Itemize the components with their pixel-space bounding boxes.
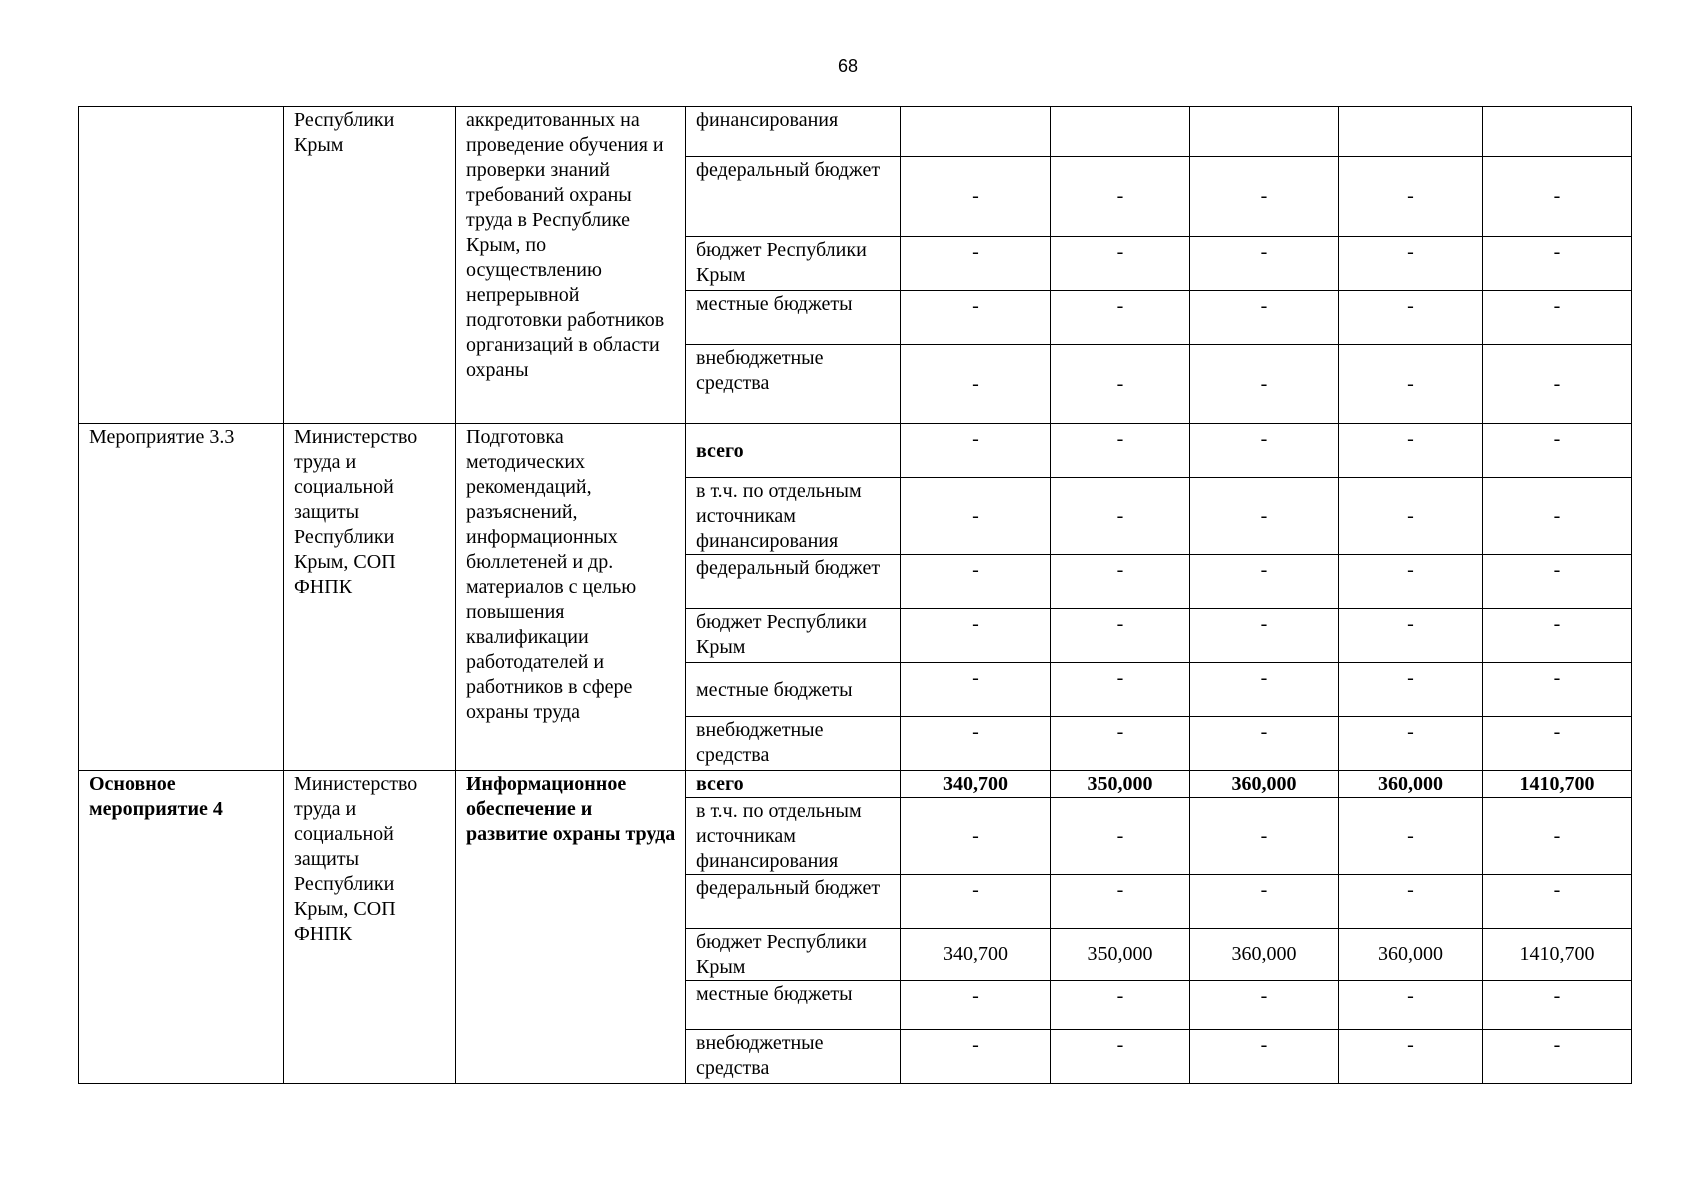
value-cell: - — [1339, 981, 1483, 1030]
table-row — [79, 424, 1632, 478]
funding-source-cell: бюджет Республики Крым — [686, 609, 901, 663]
value-cell: - — [1339, 875, 1483, 929]
funding-source-cell: местные бюджеты — [686, 981, 901, 1030]
value-cell — [1051, 107, 1190, 157]
value-cell: - — [1483, 663, 1632, 717]
funding-source-cell: бюджет Республики Крым — [686, 237, 901, 291]
executor-cell: Республики Крым — [284, 107, 456, 424]
value-cell: - — [1339, 291, 1483, 345]
value-cell — [1483, 107, 1632, 157]
funding-source-cell: всего — [686, 771, 901, 798]
event-name-cell: Основное мероприятие 4 — [79, 771, 284, 1084]
value-cell: - — [1339, 345, 1483, 424]
value-cell: - — [1190, 609, 1339, 663]
value-cell: - — [1190, 875, 1339, 929]
value-cell: - — [1051, 717, 1190, 771]
value-cell: - — [1483, 478, 1632, 555]
value-cell: - — [1483, 555, 1632, 609]
funding-source-cell: бюджет Республики Крым — [686, 929, 901, 981]
funding-source-cell: местные бюджеты — [686, 663, 901, 717]
value-cell: - — [901, 157, 1051, 237]
value-cell: - — [1190, 478, 1339, 555]
value-cell: - — [901, 717, 1051, 771]
funding-table — [78, 106, 1632, 1084]
value-cell: - — [1483, 237, 1632, 291]
value-cell: - — [1339, 237, 1483, 291]
value-cell: - — [1051, 157, 1190, 237]
description-cell: Информационное обеспечение и развитие охраны труда — [456, 771, 686, 1084]
value-cell: - — [901, 981, 1051, 1030]
value-cell: - — [1190, 424, 1339, 478]
value-cell: - — [1483, 717, 1632, 771]
funding-source-cell: федеральный бюджет — [686, 555, 901, 609]
value-cell: - — [901, 478, 1051, 555]
value-cell: 350,000 — [1051, 929, 1190, 981]
value-cell: - — [1190, 555, 1339, 609]
value-cell: - — [901, 291, 1051, 345]
value-cell: - — [1483, 157, 1632, 237]
value-cell: - — [901, 424, 1051, 478]
page-number: 68 — [837, 56, 859, 76]
funding-source-cell: всего — [686, 424, 901, 478]
funding-source-cell: в т.ч. по отдельным источникам финансирования — [686, 798, 901, 875]
value-cell: 360,000 — [1190, 929, 1339, 981]
funding-source-cell: внебюджетные средства — [686, 1030, 901, 1084]
value-cell: 360,000 — [1339, 929, 1483, 981]
value-cell: - — [1051, 798, 1190, 875]
value-cell: - — [1190, 798, 1339, 875]
table-row — [79, 771, 1632, 798]
value-cell: - — [1051, 237, 1190, 291]
value-cell: - — [1339, 157, 1483, 237]
value-cell: - — [1190, 981, 1339, 1030]
value-cell: - — [1483, 981, 1632, 1030]
value-cell: - — [1051, 478, 1190, 555]
funding-source-cell: федеральный бюджет — [686, 875, 901, 929]
executor-cell: Министерство труда и социальной защиты Республики Крым, СОП ФНПК — [284, 771, 456, 1084]
value-cell: - — [901, 663, 1051, 717]
description-cell: аккредитованных на проведение обучения и проверки знаний требований охраны труда в Республике Крым, по осуществлению непрерывной подготовки работников организаций в области охраны — [456, 107, 686, 424]
value-cell: 1410,700 — [1483, 771, 1632, 798]
value-cell: - — [1339, 717, 1483, 771]
description-cell: Подготовка методических рекомендаций, разъяснений, информационных бюллетеней и др. материалов с целью повышения квалификации работодателей и работников в сфере охраны труда — [456, 424, 686, 771]
value-cell: - — [1483, 424, 1632, 478]
value-cell: 340,700 — [901, 771, 1051, 798]
funding-source-cell: внебюджетные средства — [686, 345, 901, 424]
value-cell: - — [1051, 663, 1190, 717]
value-cell — [1190, 107, 1339, 157]
value-cell: - — [901, 345, 1051, 424]
value-cell: - — [1483, 291, 1632, 345]
value-cell: 360,000 — [1190, 771, 1339, 798]
value-cell: - — [1483, 798, 1632, 875]
value-cell: - — [1190, 157, 1339, 237]
value-cell: - — [1190, 663, 1339, 717]
value-cell: - — [1339, 555, 1483, 609]
funding-source-cell: финансирования — [686, 107, 901, 157]
value-cell: - — [901, 1030, 1051, 1084]
funding-source-cell: в т.ч. по отдельным источникам финансирования — [686, 478, 901, 555]
value-cell: 1410,700 — [1483, 929, 1632, 981]
value-cell: - — [1339, 424, 1483, 478]
funding-source-cell: федеральный бюджет — [686, 157, 901, 237]
value-cell: - — [901, 237, 1051, 291]
funding-source-cell: местные бюджеты — [686, 291, 901, 345]
value-cell: - — [1051, 555, 1190, 609]
value-cell: - — [1483, 609, 1632, 663]
executor-cell: Министерство труда и социальной защиты Республики Крым, СОП ФНПК — [284, 424, 456, 771]
value-cell: - — [1483, 875, 1632, 929]
value-cell: - — [901, 555, 1051, 609]
value-cell: - — [1339, 798, 1483, 875]
value-cell: 350,000 — [1051, 771, 1190, 798]
value-cell: - — [1051, 345, 1190, 424]
value-cell: - — [1051, 609, 1190, 663]
value-cell: - — [1483, 345, 1632, 424]
event-name-cell — [79, 107, 284, 424]
value-cell: - — [1339, 663, 1483, 717]
event-name-cell: Мероприятие 3.3 — [79, 424, 284, 771]
value-cell: - — [1339, 478, 1483, 555]
value-cell: 340,700 — [901, 929, 1051, 981]
value-cell: 360,000 — [1339, 771, 1483, 798]
value-cell: - — [1051, 291, 1190, 345]
value-cell: - — [1339, 1030, 1483, 1084]
value-cell: - — [1190, 237, 1339, 291]
value-cell: - — [1051, 981, 1190, 1030]
value-cell: - — [1190, 345, 1339, 424]
value-cell: - — [1051, 875, 1190, 929]
value-cell — [901, 107, 1051, 157]
value-cell: - — [1339, 609, 1483, 663]
table-row — [79, 107, 1632, 157]
value-cell: - — [1051, 424, 1190, 478]
value-cell: - — [1051, 1030, 1190, 1084]
value-cell: - — [1190, 291, 1339, 345]
value-cell: - — [1190, 717, 1339, 771]
value-cell: - — [1190, 1030, 1339, 1084]
value-cell: - — [901, 609, 1051, 663]
value-cell: - — [901, 875, 1051, 929]
funding-source-cell: внебюджетные средства — [686, 717, 901, 771]
value-cell — [1339, 107, 1483, 157]
value-cell: - — [901, 798, 1051, 875]
value-cell: - — [1483, 1030, 1632, 1084]
